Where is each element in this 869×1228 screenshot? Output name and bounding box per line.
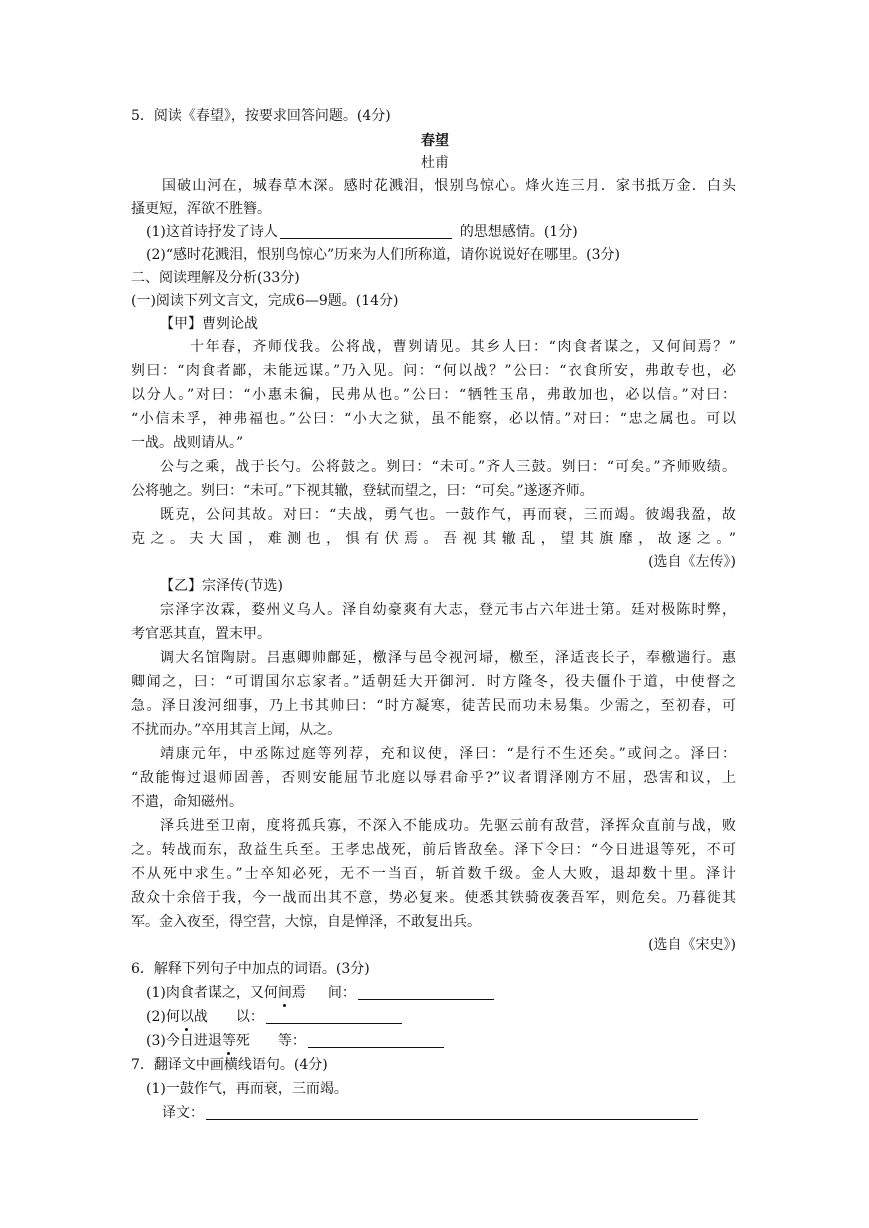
poem-title: 春望 xyxy=(421,133,449,149)
dotted-word: 间 xyxy=(277,985,292,1001)
q6-item-text: 死 xyxy=(235,1033,250,1049)
q6-item-text: 焉 xyxy=(291,985,306,1001)
passage-line: 刿曰：“肉食者鄙，未能远谋。”乃入见。问：“何以战？”公曰：“衣食所安，弗敢专也，必 xyxy=(131,363,736,379)
passage-line: 考官恶其直，置末甲。 xyxy=(131,626,271,642)
passage-line: 调大名馆陶尉。吕惠卿帅鄜延，檄泽与邑令视河埽，檄至，泽适丧长子，奉檄遄行。惠 xyxy=(160,650,736,666)
q5-sub1-prefix: (1)这首诗抒发了诗人 xyxy=(146,224,278,240)
q7-sub1: (1)一鼓作气，再而衰，三而竭。 xyxy=(146,1081,348,1097)
passage-line: 敌众十余倍于我，今一战而出其不意，势必复来。使悉其铁骑夜袭吾军，则危矣。乃暮徙其 xyxy=(131,890,736,906)
q6-item xyxy=(146,1031,444,1051)
q6-stem: 6．解释下列句子中加点的词语。(3分) xyxy=(131,961,370,977)
passage-line: 之。转战而东，敌益生兵至。王孝忠战死，前后皆敌垒。泽下令曰：“今日进退等死，不可 xyxy=(131,842,736,858)
q6-item-text: 战 xyxy=(193,1009,208,1025)
passage-yi-title: 【乙】宗泽传(节选) xyxy=(160,578,283,594)
passage-line: 公与之乘，战于长勺。公将鼓之。刿曰：“未可。”齐人三鼓。刿曰：“可矣。”齐师败绩。 xyxy=(160,459,736,475)
section-heading: 二、阅读理解及分析(33分) xyxy=(131,270,300,286)
passage-source: (选自《左传》) xyxy=(648,554,736,570)
passage-line: 泽兵进至卫南，度将孤兵寡，不深入不能成功。先驱云前有敌营，泽挥众直前与战，败 xyxy=(160,818,736,834)
q6-item-word: 间： xyxy=(327,985,356,1001)
passage-line: 不扰而办。”卒用其言上闻，从之。 xyxy=(131,722,342,738)
q7-stem: 7．翻译文中画横线语句。(4分) xyxy=(131,1057,328,1073)
passage-line: 不从死中求生。”士卒知必死，无不一当百，斩首数千级。金人大败，退却数十里。泽计 xyxy=(131,866,736,882)
q6-item-text: (2)何 xyxy=(146,1009,180,1025)
passage-line: 卿闻之，曰：“可谓国尔忘家者。”适朝廷大开御河．时方隆冬，役夫僵仆于道，中使督之 xyxy=(131,674,736,690)
passage-line: 公将驰之。刿曰：“未可。”下视其辙，登轼而望之，曰：“可矣。”遂逐齐师。 xyxy=(131,483,594,499)
answer-blank[interactable] xyxy=(266,1009,402,1024)
q5-sub1-suffix: 的思想感情。(1分) xyxy=(459,224,578,240)
passage-line: “敌能悔过退师固善，否则安能屈节北庭以辱君命乎?”议者谓泽刚方不屈，恐害和议，上 xyxy=(131,770,736,786)
q5-sub2: (2)“感时花溅泪，恨别鸟惊心”历来为人们所称道，请你说说好在哪里。(3分) xyxy=(146,247,620,263)
dotted-word: 等 xyxy=(221,1033,236,1049)
answer-blank[interactable] xyxy=(308,1033,444,1048)
passage-line: 不遣，命知磁州。 xyxy=(131,794,243,810)
answer-blank[interactable] xyxy=(206,1105,698,1120)
passage-line: 宗泽字汝霖，婺州义乌人。泽自幼豪爽有大志，登元韦占六年进士第。廷对极陈时弊， xyxy=(160,602,736,618)
answer-label: 译文： xyxy=(162,1105,204,1121)
passage-line: 一战。战则请从。” xyxy=(131,435,244,451)
q6-item-text: (1)肉食者谋之，又何 xyxy=(146,985,278,1001)
passage-source: (选自《宋史》) xyxy=(648,937,736,953)
poem-author: 杜甫 xyxy=(421,155,449,171)
passage-line: 军。金入夜至，得空营，大惊，自是惮泽，不敢复出兵。 xyxy=(131,914,481,930)
q6-item-word: 等： xyxy=(277,1033,306,1049)
answer-blank[interactable] xyxy=(358,985,494,1000)
passage-jia-title: 【甲】曹刿论战 xyxy=(160,316,258,332)
q5-stem: 5．阅读《春望》，按要求回答问题。(4分) xyxy=(131,108,391,124)
passage-line: 急。泽日浚河细事，乃上书其帅曰：“时方凝寒，徒苦民而功未易集。少需之，至初春，可 xyxy=(131,698,736,714)
passage-line: “小信未孚，神弗福也。”公曰：“小大之狱，虽不能察，必以情。”对曰：“忠之属也。可以 xyxy=(131,411,736,427)
q6-item xyxy=(146,983,494,1003)
q6-item-word: 以： xyxy=(235,1009,264,1025)
passage-line: 既克，公问其故。对曰：“夫战，勇气也。一鼓作气，再而衰，三而竭。彼竭我盈，故 xyxy=(160,507,736,523)
poem-line: 搔更短，浑欲不胜簪。 xyxy=(131,201,271,217)
passage-line: 十年春，齐师伐我。公将战，曹刿请见。其乡人曰：“肉食者谋之，又何间焉？” xyxy=(190,339,736,355)
part-heading: (一)阅读下列文言文，完成6—9题。(14分) xyxy=(131,293,399,309)
q6-item-text: (3)今日进退 xyxy=(146,1033,222,1049)
passage-line: 克之。夫大国，难测也，惧有伏焉。吾视其辙乱，望其旗靡，故逐之。” xyxy=(131,531,736,547)
q7-answer-line xyxy=(162,1103,698,1123)
passage-line: 靖康元年，中丞陈过庭等列荐，充和议使，泽曰：“是行不生还矣。”或问之。泽曰： xyxy=(160,746,736,762)
answer-blank[interactable] xyxy=(280,224,452,239)
dotted-word: 以 xyxy=(179,1009,194,1025)
q5-sub1 xyxy=(146,222,578,242)
poem-line: 国破山河在，城春草木深。感时花溅泪，恨别鸟惊心。烽火连三月．家书抵万金．白头 xyxy=(162,178,736,194)
passage-line: 以分人。”对曰：“小惠未徧，民弗从也。”公曰：“牺牲玉帛，弗敢加也，必以信。”对曰： xyxy=(131,387,736,403)
q6-item xyxy=(146,1007,402,1027)
